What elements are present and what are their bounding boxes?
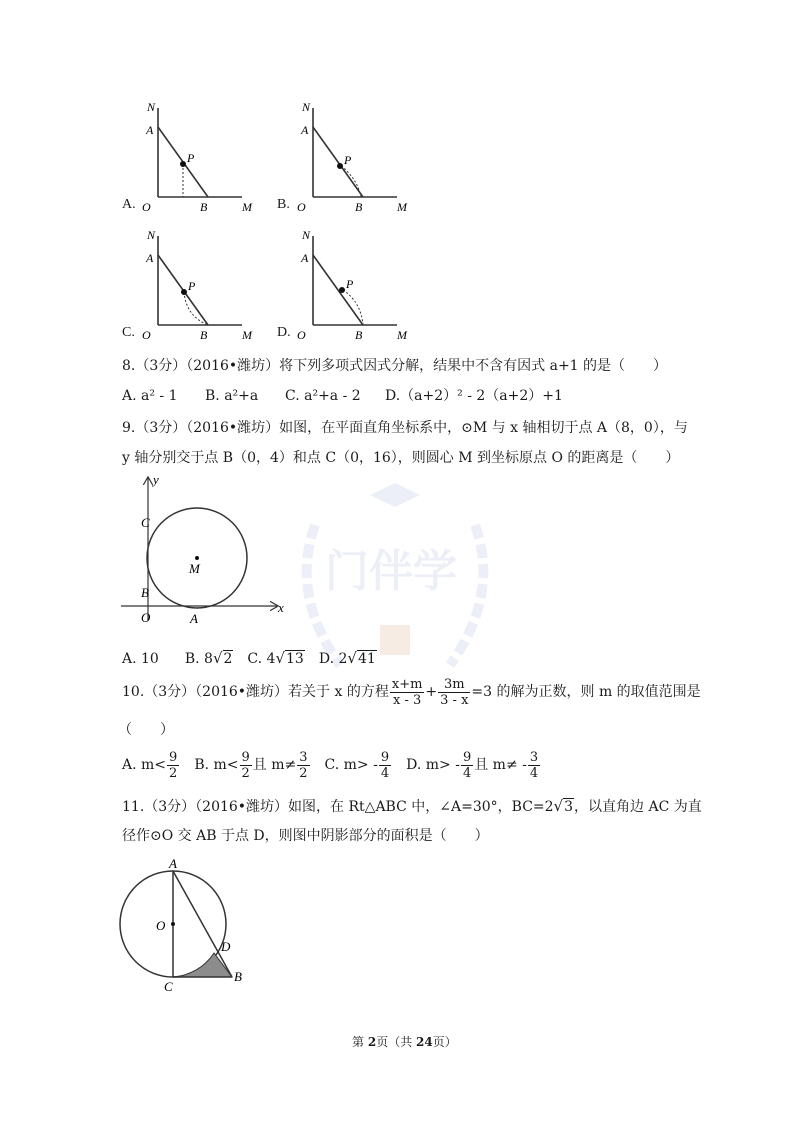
q11-stem-line1: 11.（3分）（2016•潍坊）如图，在 Rt△ABC 中，∠A=30°，BC=2√3，以直角边 AC 为直 xyxy=(122,797,702,815)
svg-text:N: N xyxy=(302,228,311,242)
q10-option-c: C. m> - $\frac{9}{4}$ xyxy=(324,749,390,781)
point-o: O xyxy=(141,610,151,625)
point-o: O xyxy=(156,918,166,933)
svg-text:B: B xyxy=(355,200,363,214)
svg-text:O: O xyxy=(297,328,306,342)
point-c: C xyxy=(141,515,150,530)
q9-option-a: A. 10 xyxy=(122,651,159,667)
q7-option-d-label: D. xyxy=(277,325,291,340)
q9-stem-line2: y 轴分别交于点 B（0，4）和点 C（0，16），则圆心 M 到坐标原点 O 的距离是（ ） xyxy=(122,450,680,466)
q7-graph-b xyxy=(295,100,425,215)
point-m: M xyxy=(189,561,200,576)
q7-option-c-label: C. xyxy=(122,325,135,340)
point-a: A xyxy=(169,856,177,871)
svg-text:A: A xyxy=(301,251,309,265)
point-a: A xyxy=(190,611,198,626)
q9-option-c: C. 4√13 xyxy=(247,649,304,667)
svg-text:O: O xyxy=(297,200,306,214)
axis-label-y: y xyxy=(153,472,159,487)
label-b: B xyxy=(200,200,208,214)
svg-text:M: M xyxy=(397,200,407,214)
page-number: 2 xyxy=(367,1035,377,1049)
svg-text:M: M xyxy=(397,328,407,342)
q8-option-b: B. a²+a xyxy=(205,388,259,404)
q10-paren: （ ） xyxy=(118,722,174,738)
q7-graph-a xyxy=(140,100,270,215)
label-o: O xyxy=(142,200,151,214)
watermark-text: 门伴学 xyxy=(325,546,457,597)
q10-stem: 10.（3分）（2016•潍坊）若关于 x 的方程 $\frac{x+m}{x - 3}$ + $\frac{3m}{3 - x}$ =3 的解为正数，则 m 的取值范围是 xyxy=(122,676,701,708)
point-d: D xyxy=(221,939,231,954)
svg-text:N: N xyxy=(147,228,156,242)
q9-options xyxy=(122,648,377,669)
q10-fraction-1: $\frac{x+m}{x - 3}$ xyxy=(391,676,423,708)
svg-text:B: B xyxy=(355,328,363,342)
point-b: B xyxy=(234,969,242,984)
q10-option-a: A. m< $\frac{9}{2}$ xyxy=(122,749,178,781)
label-p: P xyxy=(187,151,195,165)
page-footer: 第 2页（共 24页） xyxy=(352,1035,457,1049)
q7-option-a-label: A. xyxy=(122,197,136,212)
q10-option-b: B. m< $\frac{9}{2}$ 且 m≠ $\frac{3}{2}$ xyxy=(194,749,308,781)
q9-option-d: D. 2√41 xyxy=(318,649,376,667)
q10-option-d: D. m> - $\frac{9}{4}$ 且 m≠ - $\frac{3}{4}$ xyxy=(406,749,539,781)
q8-option-c: C. a²+a - 2 xyxy=(285,388,361,404)
q7-graph-c xyxy=(140,228,270,343)
q10-options xyxy=(122,748,541,782)
q9-figure xyxy=(115,470,295,630)
q9-option-b: B. 8√2 xyxy=(184,649,233,667)
label-n: N xyxy=(147,100,156,114)
watermark xyxy=(270,465,520,705)
svg-text:O: O xyxy=(142,328,151,342)
svg-text:A: A xyxy=(146,251,154,265)
svg-text:N: N xyxy=(302,100,311,114)
label-a: A xyxy=(146,123,154,137)
svg-text:M: M xyxy=(242,328,252,342)
q8-option-a: A. a² - 1 xyxy=(122,388,178,404)
svg-text:P: P xyxy=(346,277,354,291)
q10-fraction-2: $\frac{3m}{3 - x}$ xyxy=(440,676,469,708)
label-m: M xyxy=(242,200,252,214)
svg-text:P: P xyxy=(344,153,352,167)
svg-text:B: B xyxy=(200,328,208,342)
svg-text:A: A xyxy=(301,123,309,137)
q7-graph-d xyxy=(295,228,425,343)
point-b: B xyxy=(141,585,149,600)
svg-text:P: P xyxy=(188,279,196,293)
q11-figure xyxy=(110,855,260,995)
q8-stem: 8.（3分）（2016•潍坊）将下列多项式因式分解，结果中不含有因式 a+1 的是（ ） xyxy=(122,358,668,374)
q9-stem-line1: 9.（3分）（2016•潍坊）如图，在平面直角坐标系中，⊙M 与 x 轴相切于点 A（8，0），与 xyxy=(122,420,688,436)
point-c: C xyxy=(164,979,173,994)
q7-option-b-label: B. xyxy=(277,197,290,212)
axis-label-x: x xyxy=(278,600,284,615)
page-total: 24 xyxy=(416,1035,433,1049)
q11-stem-line2: 径作⊙O 交 AB 于点 D，则图中阴影部分的面积是（ ） xyxy=(122,828,489,844)
q8-option-d: D.（a+2）² - 2（a+2）+1 xyxy=(385,388,563,404)
